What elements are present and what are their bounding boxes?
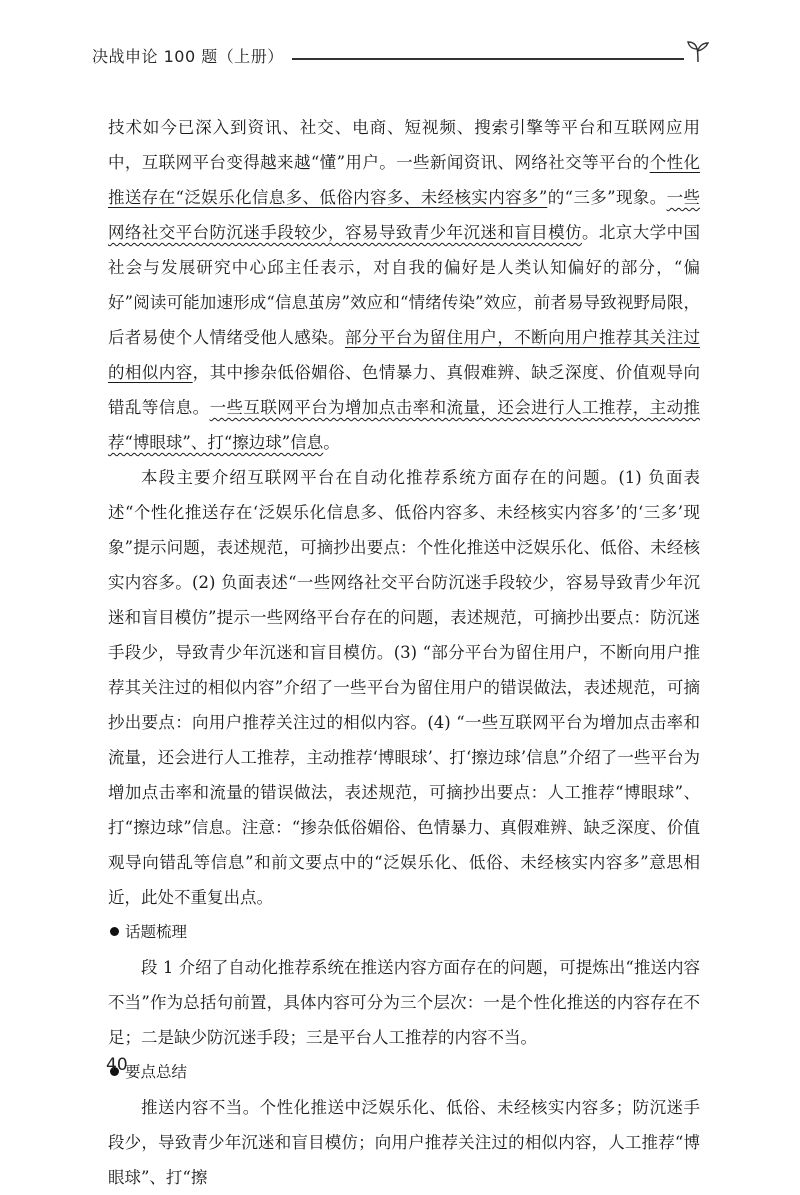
topic-heading: [108, 915, 700, 950]
book-title: 决战申论 100 题（上册）: [92, 47, 284, 66]
summary-paragraph: 推送内容不当。个性化推送中泛娱乐化、低俗、未经核实内容多；防沉迷手段少，导致青少年沉迷和盲目模仿；向用户推荐关注过的相似内容，人工推荐“博眼球”、打“擦: [108, 1098, 700, 1187]
page-number: 40: [106, 1055, 128, 1075]
wavy-underlined-phrase: 一些网络社交平台防沉迷手段较少，容易导致青少年沉迷和盲目模仿: [108, 188, 701, 242]
topic-paragraph: 段 1 介绍了自动化推荐系统在推送内容方面存在的问题，可提炼出“推送内容不当”作为总括句前置，具体内容可分为三个层次：一是个性化推送的内容存在不足；二是缺少防沉迷手段；三是平台人工推荐的内容不当。: [108, 958, 700, 1047]
analysis-paragraph: 本段主要介绍互联网平台在自动化推荐系统方面存在的问题。(1) 负面表述“个性化推送存在‘泛娱乐化信息多、低俗内容多、未经核实内容多’的‘三多’现象”提示问题，表述规范，可摘抄出要点：个性化推送中泛娱乐化、低俗、未经核实内容多。(2) 负面表述“一些网络社交平台防沉迷手段较少，容易导致青少年沉迷和盲目模仿”提示一些网络平台存在的问题，表述规范，可摘抄出要点：防沉迷手段少，导致青少年沉迷和盲目模仿。(3) “部分平台为留住用户，不断向用户推荐其关注过的相似内容”介绍了一些平台为留住用户的错误做法，表述规范，可摘抄出要点：向用户推荐关注过的相似内容。(4) “一些互联网平台为增加点击率和流量，还会进行人工推荐，主动推荐‘博眼球’、打‘擦边球’信息”介绍了一些平台为增加点击率和流量的错误做法，表述规范，可摘抄出要点：人工推荐“博眼球”、打“擦边球”信息。注意：“掺杂低俗媚俗、色情暴力、真假难辨、缺乏深度、价值观导向错乱等信息”和前文要点中的“泛娱乐化、低俗、未经核实内容多”意思相近，此处不重复出点。: [108, 468, 700, 907]
heading-text: 要点总结: [125, 1063, 188, 1081]
sprout-icon: [684, 38, 712, 66]
wavy-underlined-phrase: 一些互联网平台为增加点击率和流量，还会进行人工推荐，主动推荐“博眼球”、打“擦边球”信息: [108, 398, 701, 452]
header-rule: [292, 58, 684, 60]
page-content: [108, 110, 700, 1195]
summary-heading: [108, 1055, 700, 1090]
underlined-phrase: 部分平台为留住用户，不断向用户推荐其关注过的相似内容: [108, 328, 701, 382]
underlined-phrase: 个性化推送存在“泛娱乐化信息多、低俗内容多、未经核实内容多”: [108, 153, 701, 207]
paragraph-text: 的“三多”现象。: [547, 188, 667, 207]
heading-text: 话题梳理: [125, 923, 188, 941]
paragraph-text: 技术如今已深入到资讯、社交、电商、短视频、搜索引擎等平台和互联网应用中，互联网平台变得越来越“懂”用户。一些新闻资讯、网络社交等平台的: [108, 118, 700, 172]
page-header: [92, 36, 712, 76]
paragraph-text: ，其中掺杂低俗媚俗、色情暴力、真假难辨、缺乏深度、价值观导向错乱等信息。: [108, 363, 701, 417]
bullet-icon: [110, 927, 119, 936]
source-paragraph: [108, 110, 700, 460]
paragraph-text: 。北京大学中国社会与发展研究中心邱主任表示，对自我的偏好是人类认知偏好的部分，“偏好”阅读可能加速形成“信息茧房”效应和“情绪传染”效应，前者易导致视野局限，后者易使个人情绪受他人感染。: [108, 223, 701, 347]
paragraph-text: 。: [323, 433, 340, 452]
